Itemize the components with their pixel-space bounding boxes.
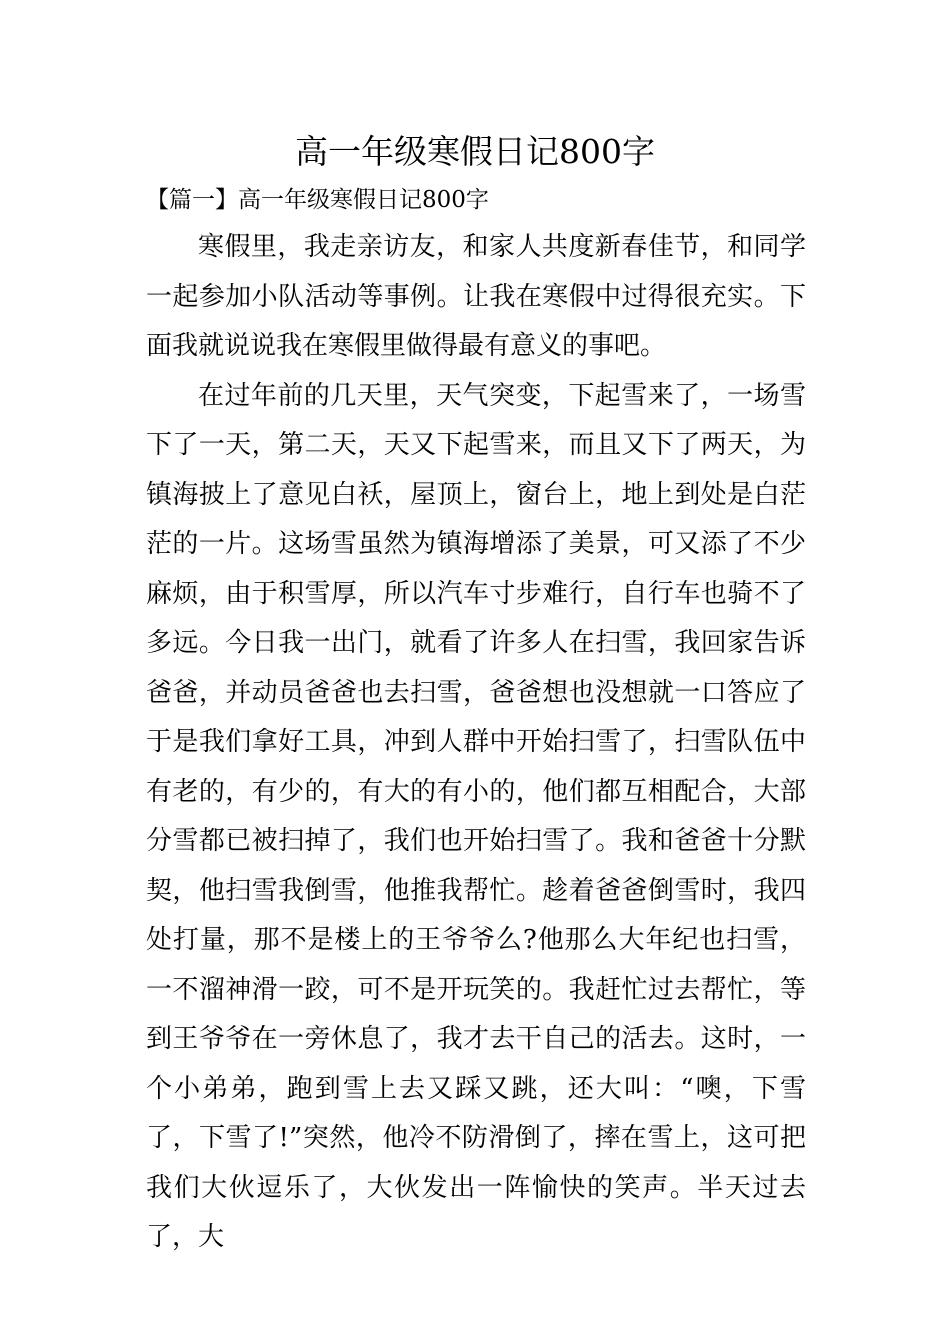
section-heading: 【篇一】高一年级寒假日记800字 bbox=[146, 187, 489, 213]
paragraph: 寒假里，我走亲访友，和家人共度新春佳节，和同学一起参加小队活动等事例。让我在寒假中过得很充实。下面我就说说我在寒假里做得最有意义的事吧。 bbox=[146, 232, 806, 361]
document-title: 高一年级寒假日记800字 bbox=[295, 132, 655, 171]
paragraph: 在过年前的几天里，天气突变，下起雪来了，一场雪下了一天，第二天，天又下起雪来，而且又下了两天，为镇海披上了意见白袄，屋顶上，窗台上，地上到处是白茫茫的一片。这场雪虽然为镇海增添了美景，可又添了不少麻烦，由于积雪厚，所以汽车寸步难行，自行车也骑不了多远。今日我一出门，就看了许多人在扫雪，我回家告诉爸爸，并动员爸爸也去扫雪，爸爸想也没想就一口答应了于是我们拿好工具，冲到人群中开始扫雪了，扫雪队伍中有老的，有少的，有大的有小的，他们都互相配合，大部分雪都已被扫掉了，我们也开始扫雪了。我和爸爸十分默契，他扫雪我倒雪，他推我帮忙。趁着爸爸倒雪时，我四处打量，那不是楼上的王爷爷么?他那么大年纪也扫雪，一不溜神滑一跤，可不是开玩笑的。我赶忙过去帮忙，等到王爷爷在一旁休息了，我才去干自己的活去。这时，一个小弟弟，跑到雪上去又踩又跳，还大叫：“噢，下雪了，下雪了!”突然，他冷不防滑倒了，摔在雪上，这可把我们大伙逗乐了，大伙发出一阵愉快的笑声。半天过去了，大 bbox=[146, 380, 806, 1252]
document-body bbox=[146, 223, 806, 1263]
